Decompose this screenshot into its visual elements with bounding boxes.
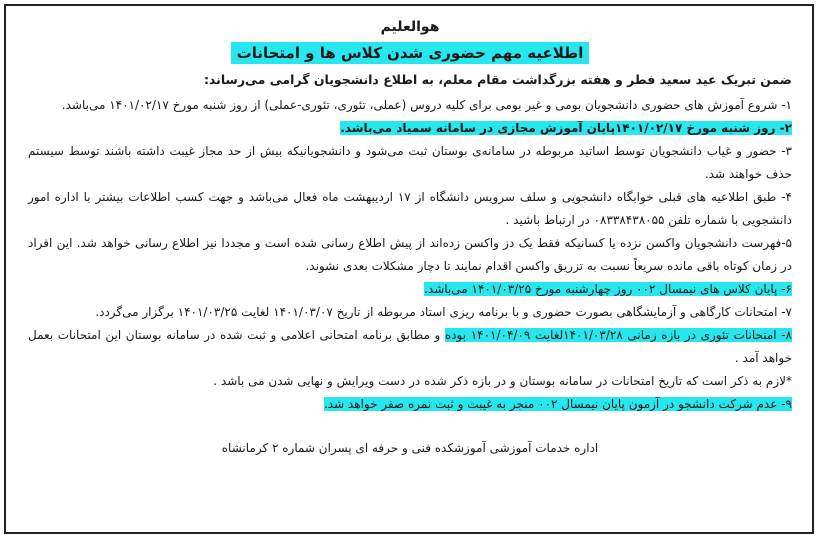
intro-text: ضمن تبریک عید سعید فطر و هفته بزرگداشت مقام معلم، به اطلاع دانشجویان گرامی می‌رساند: <box>203 72 792 87</box>
note-text: *لازم به ذکر است که تاریخ امتحانات در سامانه بوستان و در بازه ذکر شده در دست ویرایش و نهایی شدن می باشد . <box>213 374 792 388</box>
notice-frame <box>4 4 814 534</box>
item-1-text: ۱- شروع آموزش های حضوری دانشجویان بومی و غیر بومی برای کلیه دروس (عملی، تئوری، تئوری-عملی) از روز شنبه مورخ ۱۴۰۱/۰۲/۱۷ می‌باشد. <box>61 98 792 112</box>
notice-item-8 <box>28 324 792 370</box>
notice-item-1 <box>28 94 792 117</box>
item-8-highlighted-text: ۸- امتحانات تئوری در بازه زمانی ۱۴۰۱/۰۳/۲۸لغایت ۱۴۰۱/۰۴/۰۹ بوده <box>444 328 792 342</box>
item-2-text: ۲- روز شنبه مورخ ۱۴۰۱/۰۲/۱۷پایان آموزش مجازی در سامانه سمیاد می‌باشد. <box>340 121 792 135</box>
notice-item-7 <box>28 301 792 324</box>
item-3-text: ۳- حضور و غیاب دانشجویان توسط اساتید مربوطه در سامانه‌ی بوستان ثبت می‌شود و دانشجویانیکه بیش از حد مجاز غیبت داشته باشند توسط سیستم حذف خواهند شد. <box>28 144 792 181</box>
item-5-text: ۵-فهرست دانشجویان واکسن نزده یا کسانیکه فقط یک دز واکسن زده‌اند از پیش اطلاع رسانی شده است و مجددا نیز اطلاع رسانی خواهد شد. این افراد در زمان کوتاه باقی مانده سریعاً نسبت به تزریق واکسن اقدام نمایند تا دچار مشکلات بعدی نشوند. <box>28 236 792 273</box>
footer-signature: اداره خدمات آموزشی آموزشکده فنی و حرفه ای پسران شماره ۲ کرمانشاه <box>221 441 599 455</box>
notice-item-3 <box>28 140 792 186</box>
notice-item-9 <box>28 393 792 416</box>
item-8-rest-text: و مطابق برنامه امتحانی اعلامی و ثبت شده در سامانه بوستان این امتحانات بعمل خواهد آمد . <box>28 328 792 365</box>
notice-item-2 <box>28 117 792 140</box>
notice-item-4 <box>28 186 792 232</box>
title-wrapper <box>28 42 792 64</box>
notice-item-6 <box>28 278 792 301</box>
item-4-text: ۴- طبق اطلاعیه های قبلی خوابگاه دانشجویی و سلف سرویس دانشگاه از ۱۷ اردیبهشت ماه فعال می‌باشد و جهت کسب اطلاعات بیشتر با اداره امور دانشجویی با شماره تلفن ۰۸۳۳۸۴۳۸۰۵۵ در ارتباط باشید . <box>28 190 792 227</box>
notice-note <box>28 370 792 393</box>
item-9-text: ۹- عدم شرکت دانشجو در آزمون پایان نیمسال ۰۰۲ منجر به غیبت و ثبت نمره صفر خواهد شد. <box>323 397 792 411</box>
notice-item-5 <box>28 232 792 278</box>
basmala-heading: هوالعلیم <box>380 19 440 35</box>
item-7-text: ۷- امتحانات کارگاهی و آزمایشگاهی بصورت حضوری و با برنامه ریزی استاد مربوطه از تاریخ ۱۴۰۱/۰۳/۰۷ لغایت ۱۴۰۱/۰۳/۲۵ برگزار می‌گردد. <box>95 305 792 319</box>
notice-title: اطلاعیه مهم حضوری شدن کلاس ها و امتحانات <box>231 42 590 64</box>
item-6-text: ۶- پایان کلاس های نیمسال ۰۰۲ روز چهارشنبه مورخ ۱۴۰۱/۰۳/۲۵ می‌باشد. <box>424 282 792 296</box>
